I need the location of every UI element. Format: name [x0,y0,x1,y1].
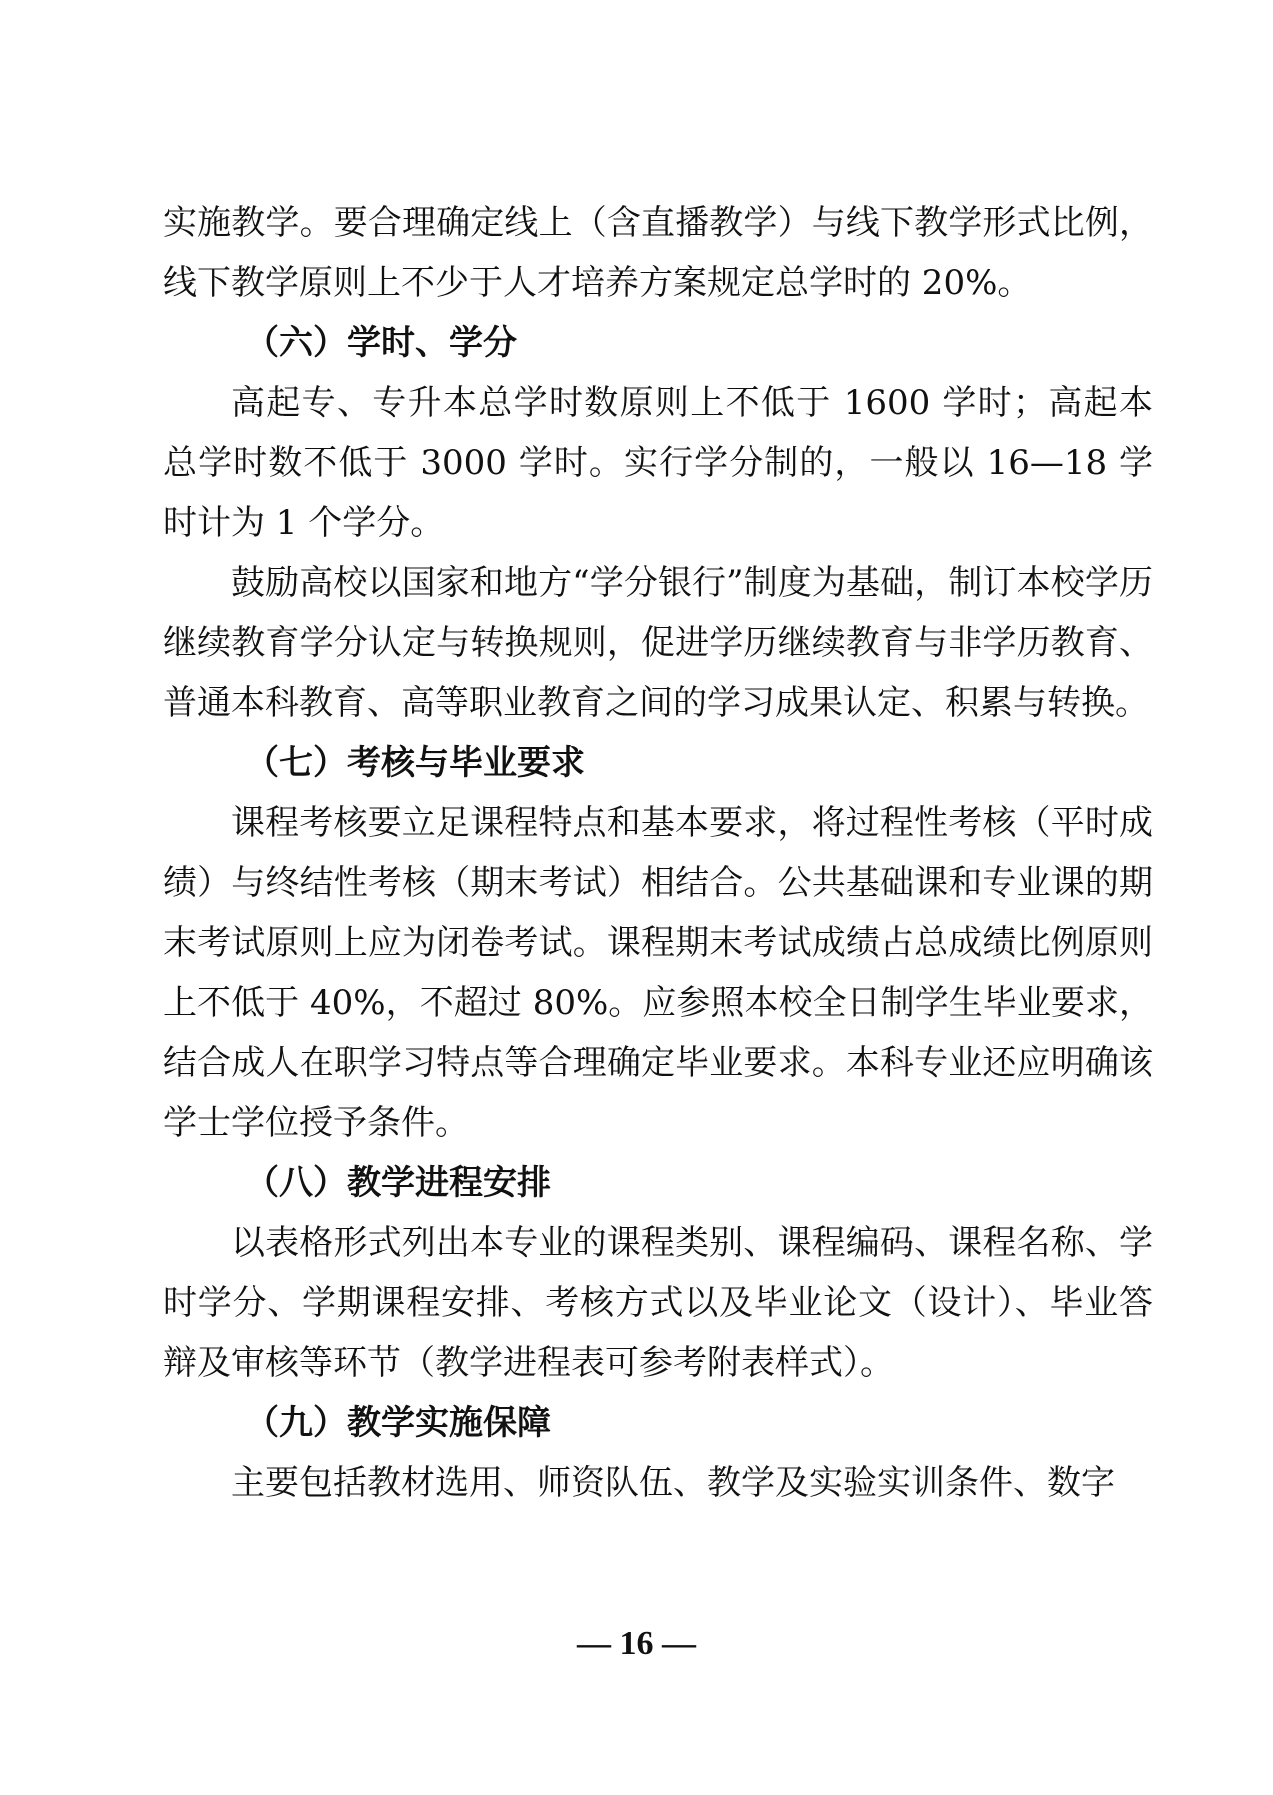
section-heading-8: （八）教学进程安排 [245,1163,551,1203]
page-number: — 16 — [577,1625,696,1662]
paragraph-teaching-support: 主要包括教材选用、师资队伍、教学及实验实训条件、数字 [231,1463,1115,1503]
paragraph-teaching-schedule: 以表格形式列出本专业的课程类别、课程编码、课程名称、学时学分、学期课程安排、考核方式以及毕业论文（设计）、毕业答辩及审核等环节（教学进程表可参考附表样式）。 [163,1223,1153,1383]
paragraph-total-hours: 高起专、专升本总学时数原则上不低于 1600 学时；高起本总学时数不低于 3000 学时。实行学分制的，一般以 16—18 学时计为 1 个学分。 [163,383,1153,543]
document-body [163,193,1153,1513]
paragraph-continued: 实施教学。要合理确定线上（含直播教学）与线下教学形式比例，线下教学原则上不少于人才培养方案规定总学时的 20%。 [163,203,1153,303]
paragraph-assessment: 课程考核要立足课程特点和基本要求，将过程性考核（平时成绩）与终结性考核（期末考试）相结合。公共基础课和专业课的期末考试原则上应为闭卷考试。课程期末考试成绩占总成绩比例原则上不低于 40%，不超过 80%。应参照本校全日制学生毕业要求，结合成人在职学习特点等合理确定毕业要求。本科专业还应明确该学士学位授予条件。 [163,803,1153,1143]
paragraph-credit-bank: 鼓励高校以国家和地方“学分银行”制度为基础，制订本校学历继续教育学分认定与转换规则，促进学历继续教育与非学历教育、普通本科教育、高等职业教育之间的学习成果认定、积累与转换。 [163,563,1153,723]
section-heading-9: （九）教学实施保障 [245,1403,551,1443]
section-heading-6: （六）学时、学分 [245,323,517,363]
section-heading-7: （七）考核与毕业要求 [245,743,585,783]
